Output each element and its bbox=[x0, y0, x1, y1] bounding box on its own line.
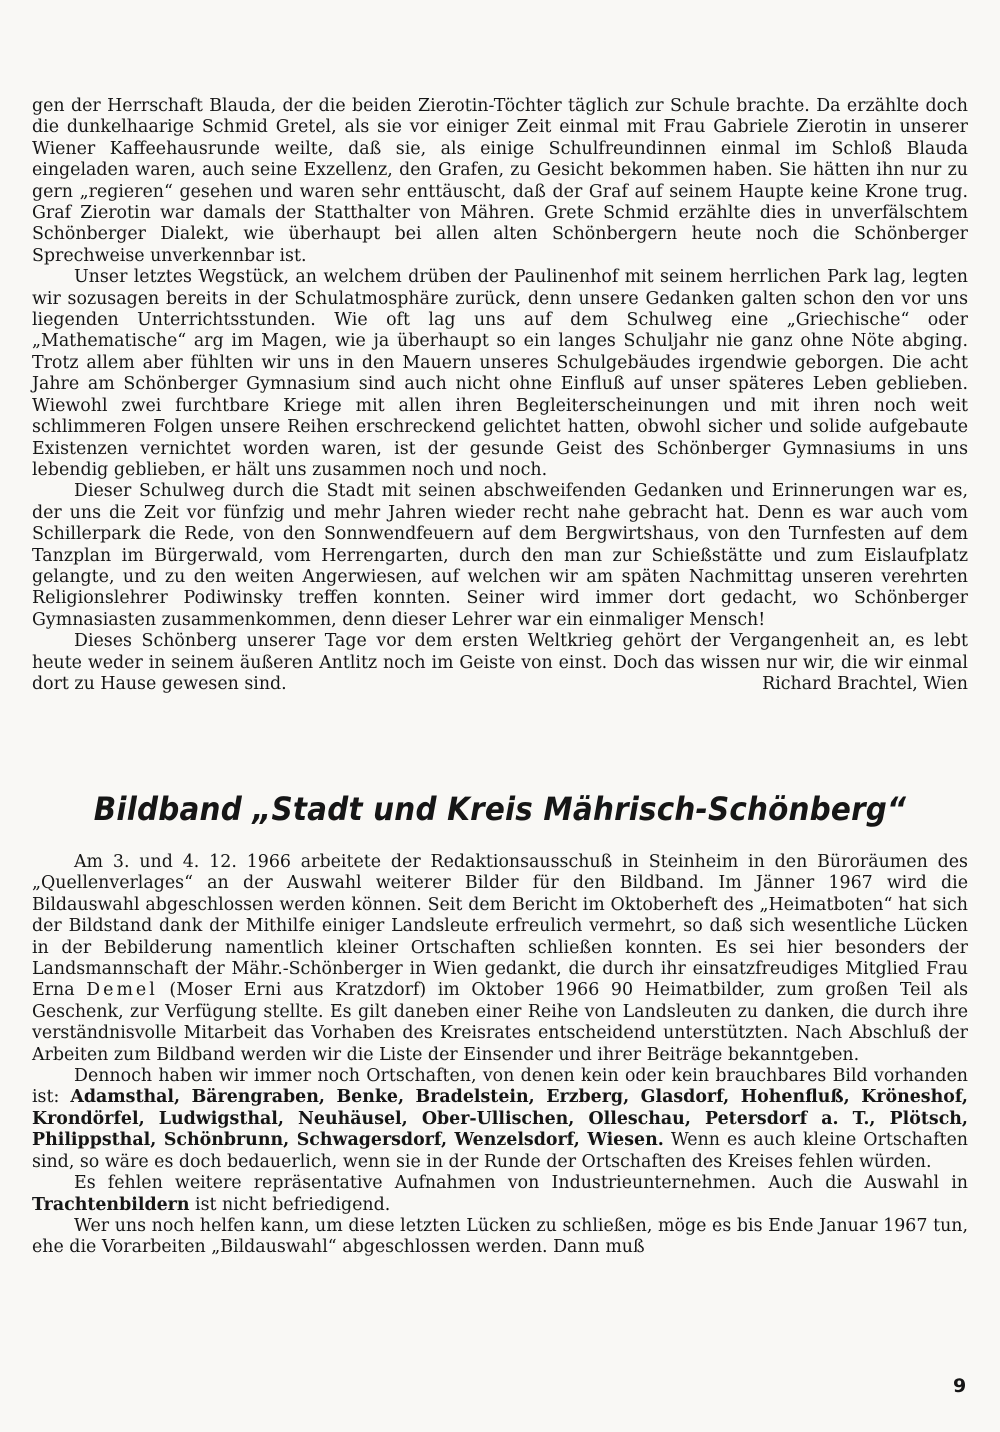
missing-places-list: Adamsthal, Bärengraben, Benke, Bradelstein, Erzberg, Glasdorf, Hohenfluß, Kröneshof, Krondörfel, Ludwigsthal, Neuhäusel, Ober-Ullischen, Olleschau, Petersdorf a. T., Plötsch, Philippsthal, Schönbrunn, Schwagersdorf, Wenzelsdorf, Wiesen. bbox=[32, 1087, 968, 1151]
paragraph bbox=[32, 631, 968, 695]
article-headline: Bildband „Stadt und Kreis Mährisch-Schönberg“ bbox=[93, 790, 907, 828]
article-body-1 bbox=[32, 96, 968, 695]
paragraph bbox=[32, 852, 968, 1066]
paragraph: gen der Herrschaft Blauda, der die beiden Zierotin-Töchter täglich zur Schule brachte. Da erzählte doch die dunkelhaarige Schmid Gretel, als sie vor einiger Zeit einmal mit Frau Gabriele Zierotin in unserer Wiener Kaffeehausrunde weilte, daß sie, als einige Schulfreundinnen einmal im Schloß Blauda eingeladen waren, auch seine Exzellenz, den Grafen, zu Gesicht bekommen haben. Sie hätten ihn nur zu gern „regieren“ gesehen und waren sehr enttäuscht, daß der Graf auf seinem Haupte keine Krone trug. Graf Zierotin war damals der Statthalter von Mähren. Grete Schmid erzählte dies in unverfälschtem Schönberger Dialekt, wie überhaupt bei allen alten Schönbergern heute noch die Schönberger Sprechweise unverkennbar ist. bbox=[32, 96, 968, 266]
article-body-2 bbox=[32, 852, 968, 1259]
paragraph-text: Dennoch haben wir immer noch Ortschaften, von denen kein oder kein brauchbares Bild vorhanden ist: bbox=[32, 1066, 968, 1108]
paragraph bbox=[32, 1173, 968, 1216]
paragraph-text: ist nicht befriedigend. bbox=[189, 1194, 391, 1215]
paragraph bbox=[32, 1066, 968, 1173]
paragraph-text: Es fehlen weitere repräsentative Aufnahmen von Industrieunternehmen. Auch die Auswahl in bbox=[74, 1173, 968, 1194]
paragraph: Unser letztes Wegstück, an welchem drüben der Paulinenhof mit seinem herrlichen Park lag, legten wir sozusagen bereits in der Schulatmosphäre zurück, denn unsere Gedanken galten schon den vor uns liegenden Unterrichtsstunden. Wie oft lag uns auf dem Schulweg eine „Griechische“ oder „Mathematische“ arg im Magen, wie ja überhaupt so ein langes Schuljahr nie ganz ohne Nöte abging. Trotz allem aber fühlten wir uns in den Mauern unseres Schulgebäudes irgendwie geborgen. Die acht Jahre am Schönberger Gymnasium sind auch nicht ohne Einfluß auf unser späteres Leben geblieben. Wiewohl zwei furchtbare Kriege mit allen ihren Begleiterscheinungen und mit ihren noch weit schlimmeren Folgen unsere Reihen erschreckend gelichtet hatten, obwohl sicher und solide aufgebaute Existenzen vernichtet worden waren, ist der gesunde Geist des Schönberger Gymnasiums in uns lebendig geblieben, er hält uns zusammen noch und noch. bbox=[32, 267, 968, 480]
page-number: 9 bbox=[953, 1375, 967, 1397]
emphasis: Trachtenbildern bbox=[32, 1194, 190, 1215]
paragraph-text: Dieses Schönberg unserer Tage vor dem ersten Weltkrieg gehört der Vergangenheit an, es lebt heute weder in seinem äußeren Antlitz noch im Geiste von einst. Doch das wissen nur wir, die wir einmal dort zu Hause gewesen sind. bbox=[32, 631, 968, 694]
paragraph: Dieser Schulweg durch die Stadt mit seinen abschweifenden Gedanken und Erinnerungen war es, der uns die Zeit vor fünfzig und mehr Jahren wieder recht nahe gebracht hat. Denn es war auch vom Schillerpark die Rede, von den Sonnwendfeuern auf dem Bergwirtshaus, von den Turnfesten auf dem Tanzplan im Bürgerwald, vom Herrengarten, durch den man zur Schießstätte und zum Eislaufplatz gelangte, und zu den weiten Angerwiesen, auf welchen wir am späten Nachmittag unseren verehrten Religionslehrer Podiwinsky treffen konnten. Seiner wird immer dort gedacht, wo Schönberger Gymnasiasten zusammenkommen, denn dieser Lehrer war ein einmaliger Mensch! bbox=[32, 481, 968, 630]
author-signature: Richard Brachtel, Wien bbox=[762, 673, 968, 694]
paragraph-text: (Moser Erni aus Kratzdorf) im Oktober 1966 90 Heimatbilder, zum großen Teil als Geschenk, zur Verfügung stellte. Es gilt daneben einer Reihe von Landsleuten zu danken, die durch ihre verständnisvolle Mitarbeit das Vorhaben des Kreisrates entscheidend unterstützten. Nach Abschluß der Arbeiten zum Bildband werden wir die Liste der Einsender und ihrer Beiträge bekanntgeben. bbox=[32, 980, 968, 1065]
paragraph-text: Wenn es auch kleine Ortschaften sind, so wäre es doch bedauerlich, wenn sie in der Runde der Ortschaften des Kreises fehlen würden. bbox=[32, 1130, 969, 1172]
person-name: Demel bbox=[86, 980, 158, 1001]
paragraph: Wer uns noch helfen kann, um diese letzten Lücken zu schließen, möge es bis Ende Januar 1967 tun, ehe die Vorarbeiten „Bildauswahl“ abgeschlossen werden. Dann muß bbox=[32, 1215, 968, 1258]
paragraph-text: Am 3. und 4. 12. 1966 arbeitete der Redaktionsausschuß in Steinheim in den Büroräumen des „Quellenverlages“ an der Auswahl weiterer Bilder für den Bildband. Im Jänner 1967 wird die Bildauswahl abgeschlossen werden können. Seit dem Bericht im Oktoberheft des „Heimatboten“ hat sich der Bildstand dank der Mithilfe einiger Landsleute erfreulich vermehrt, so daß sich wesentliche Lücken in der Bebilderung namentlich kleiner Ortschaften schließen konnten. Es sei hier besonders der Landsmannschaft der Mähr.-Schönberger in Wien gedankt, die durch ihr einsatzfreudiges Mitglied Frau Erna bbox=[32, 852, 968, 1001]
